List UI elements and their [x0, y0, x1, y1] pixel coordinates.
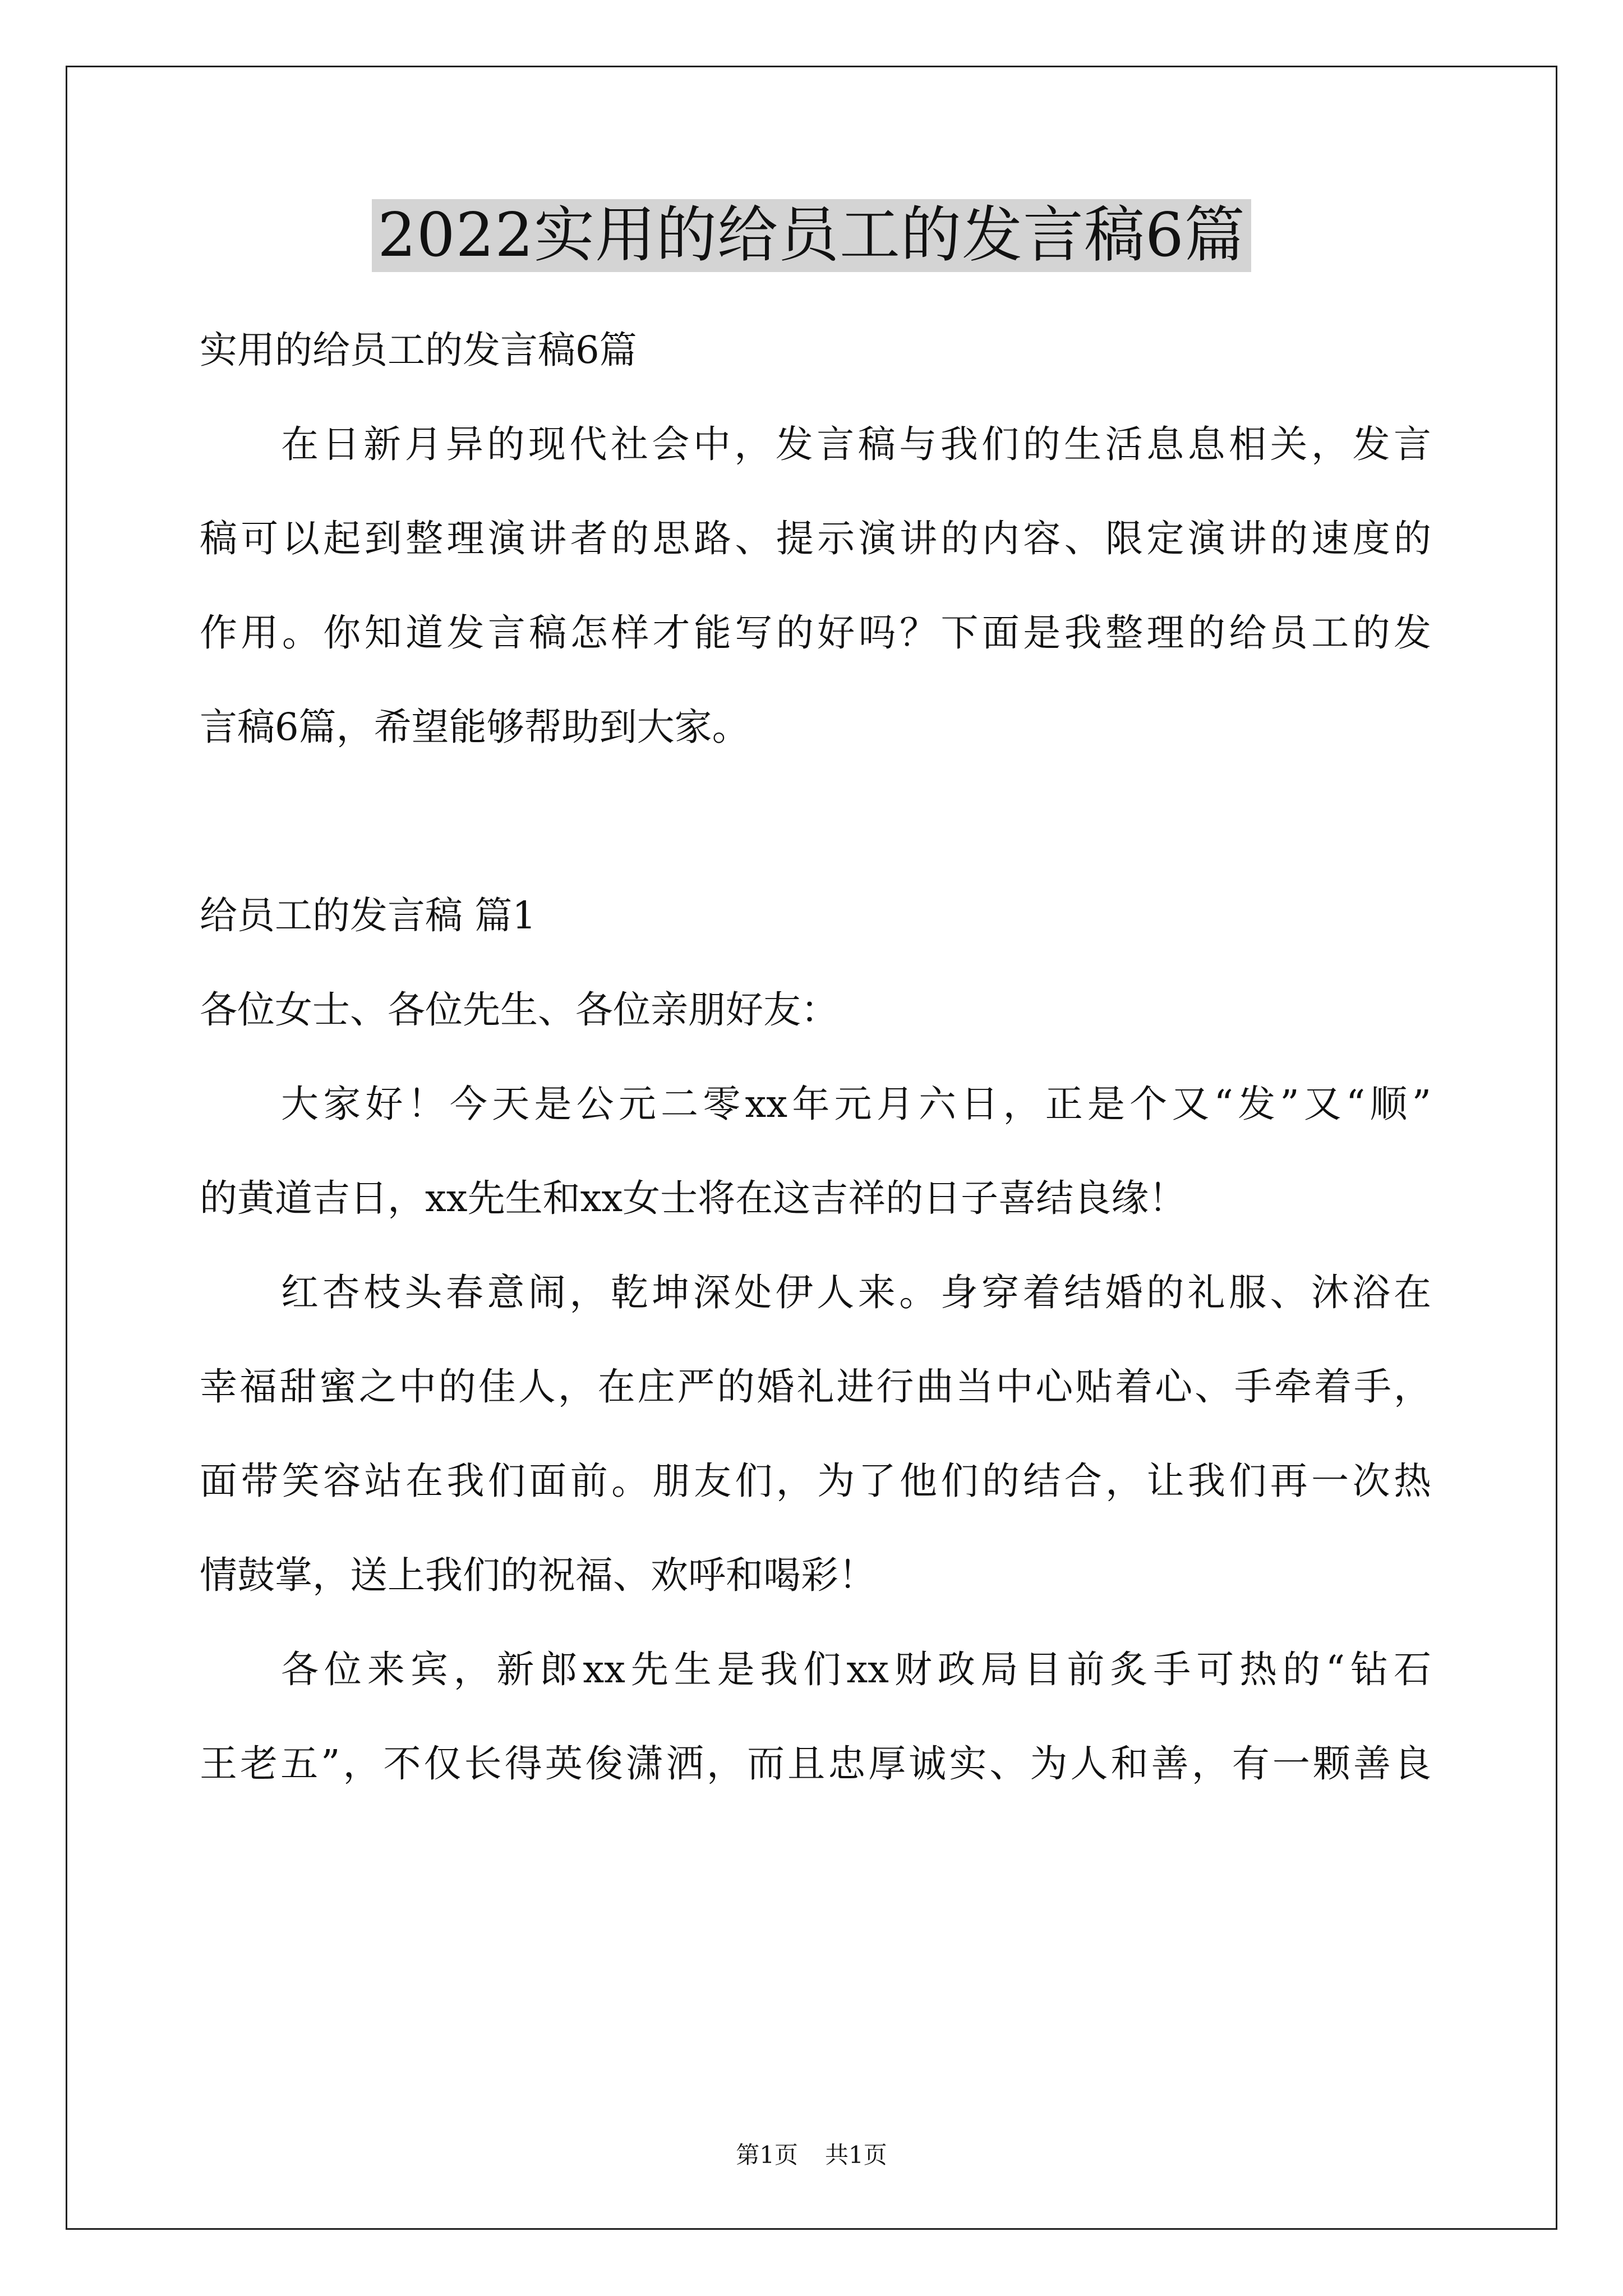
subtitle: 实用的给员工的发言稿6篇 [200, 328, 637, 372]
intro-line-1: 在日新月异的现代社会中，发言稿与我们的生活息息相关，发言 [281, 422, 1431, 466]
section-heading: 给员工的发言稿 篇1 [200, 894, 536, 937]
document-title: 2022实用的给员工的发言稿6篇 [372, 199, 1251, 272]
page-total: 共1页 [825, 2141, 887, 2169]
para2-line-2: 幸福甜蜜之中的佳人，在庄严的婚礼进行曲当中心贴着心、手牵着手， [200, 1365, 1431, 1409]
para2-line-4: 情鼓掌，送上我们的祝福、欢呼和喝彩！ [200, 1553, 876, 1597]
para1-line-1: 大家好！今天是公元二零xx年元月六日，正是个又“发”又“顺” [281, 1082, 1431, 1126]
para2-line-3: 面带笑容站在我们面前。朋友们，为了他们的结合，让我们再一次热 [200, 1459, 1431, 1503]
para3-line-2: 王老五”，不仅长得英俊潇洒，而且忠厚诚实、为人和善，有一颗善良 [200, 1742, 1431, 1786]
page-footer [0, 2138, 1623, 2172]
intro-line-3: 作用。你知道发言稿怎样才能写的好吗？下面是我整理的给员工的发 [200, 611, 1431, 655]
para3-line-1: 各位来宾，新郎xx先生是我们xx财政局目前炙手可热的“钻石 [281, 1648, 1431, 1691]
title-container [0, 199, 1623, 272]
document-body [200, 303, 1431, 1811]
salutation: 各位女士、各位先生、各位亲朋好友： [200, 988, 838, 1032]
page-number: 第1页 [736, 2141, 798, 2169]
intro-line-2: 稿可以起到整理演讲者的思路、提示演讲的内容、限定演讲的速度的 [200, 517, 1431, 560]
para1-line-2: 的黄道吉日，xx先生和xx女士将在这吉祥的日子喜结良缘！ [200, 1176, 1187, 1220]
para2-line-1: 红杏枝头春意闹，乾坤深处伊人来。身穿着结婚的礼服、沐浴在 [281, 1271, 1431, 1314]
intro-line-4: 言稿6篇，希望能够帮助到大家。 [200, 705, 750, 749]
blank-line [200, 774, 1431, 868]
